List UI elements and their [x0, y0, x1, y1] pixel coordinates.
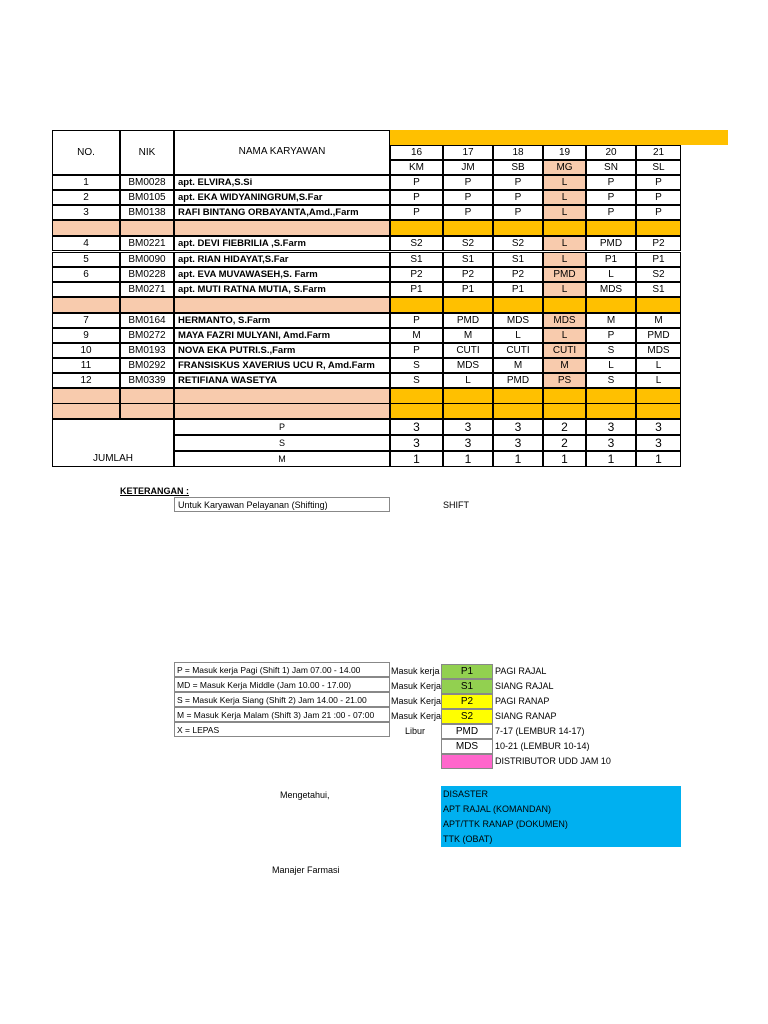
row-no: 9 — [52, 328, 120, 343]
legend-item: P = Masuk kerja Pagi (Shift 1) Jam 07.00 - 14.00 — [174, 662, 390, 677]
row-no: 3 — [52, 205, 120, 220]
row-nama: FRANSISKUS XAVERIUS UCU R, Amd.Farm — [174, 358, 390, 373]
row-shift: P2 — [443, 267, 493, 282]
separator-row — [120, 220, 174, 236]
row-nama: apt. EVA MUVAWASEH,S. Farm — [174, 267, 390, 282]
separator-row — [586, 220, 636, 236]
header-no: NO. — [52, 130, 120, 175]
separator-row — [443, 403, 493, 419]
jumlah-value: 1 — [586, 451, 636, 467]
code-box: MDS — [441, 739, 493, 754]
row-shift: CUTI — [493, 343, 543, 358]
row-shift: P — [493, 190, 543, 205]
jumlah-value: 3 — [586, 419, 636, 435]
row-nik: BM0138 — [120, 205, 174, 220]
jumlah-value: 3 — [390, 435, 443, 451]
row-nik: BM0292 — [120, 358, 174, 373]
jumlah-value: 2 — [543, 435, 586, 451]
row-nama: apt. RIAN HIDAYAT,S.Far — [174, 252, 390, 267]
code-box: P1 — [441, 664, 493, 679]
row-shift: L — [636, 373, 681, 388]
row-shift: PMD — [543, 267, 586, 282]
separator-row — [174, 220, 390, 236]
separator-row — [390, 297, 443, 313]
code-label: Masuk kerja — [391, 666, 440, 676]
header-date: 18 — [493, 145, 543, 160]
code-label: Masuk Kerja — [391, 711, 442, 721]
row-shift: L — [586, 358, 636, 373]
separator-row — [543, 220, 586, 236]
row-nama: apt. DEVI FIEBRILIA ,S.Farm — [174, 236, 390, 251]
header-date: 16 — [390, 145, 443, 160]
row-shift: L — [543, 190, 586, 205]
row-shift: S — [390, 358, 443, 373]
row-no: 6 — [52, 267, 120, 282]
row-shift: MDS — [543, 313, 586, 328]
row-nik: BM0028 — [120, 175, 174, 190]
separator-row — [390, 388, 443, 404]
row-shift: PMD — [636, 328, 681, 343]
header-day: SL — [636, 160, 681, 175]
header-highlight-strip — [390, 130, 728, 145]
row-shift: S2 — [390, 236, 443, 251]
row-no: 7 — [52, 313, 120, 328]
header-day: SN — [586, 160, 636, 175]
code-label: Masuk Kerja — [391, 696, 442, 706]
row-nama: RETIFIANA WASETYA — [174, 373, 390, 388]
row-shift: P1 — [636, 252, 681, 267]
row-no: 1 — [52, 175, 120, 190]
separator-row — [443, 220, 493, 236]
row-nama: apt. EKA WIDYANINGRUM,S.Far — [174, 190, 390, 205]
jumlah-value: 3 — [586, 435, 636, 451]
row-shift: P2 — [636, 236, 681, 251]
row-shift: MDS — [443, 358, 493, 373]
row-shift: PMD — [493, 373, 543, 388]
row-shift: S1 — [636, 282, 681, 297]
keterangan-box: Untuk Karyawan Pelayanan (Shifting) — [174, 497, 390, 512]
row-nik: BM0105 — [120, 190, 174, 205]
row-nik: BM0193 — [120, 343, 174, 358]
header-day: KM — [390, 160, 443, 175]
row-shift: PMD — [443, 313, 493, 328]
code-label — [391, 741, 446, 753]
keterangan-title: KETERANGAN : — [120, 486, 189, 496]
row-nama: HERMANTO, S.Farm — [174, 313, 390, 328]
row-shift: M — [390, 328, 443, 343]
row-nama: apt. MUTI RATNA MUTIA, S.Farm — [174, 282, 390, 297]
row-shift: L — [543, 252, 586, 267]
separator-row — [636, 220, 681, 236]
row-nik: BM0271 — [120, 282, 174, 297]
row-shift: M — [586, 313, 636, 328]
jumlah-value: 3 — [493, 419, 543, 435]
row-shift: P — [493, 175, 543, 190]
row-shift: P1 — [443, 282, 493, 297]
row-nama: apt. ELVIRA,S.Si — [174, 175, 390, 190]
header-nik: NIK — [120, 130, 174, 175]
separator-row — [390, 220, 443, 236]
row-shift: M — [543, 358, 586, 373]
row-shift: MDS — [493, 313, 543, 328]
code-desc: PAGI RANAP — [495, 696, 550, 706]
separator-row — [493, 297, 543, 313]
code-box: P2 — [441, 694, 493, 709]
jumlah-value: 3 — [636, 419, 681, 435]
separator-row — [543, 297, 586, 313]
row-no: 11 — [52, 358, 120, 373]
row-shift: S — [586, 373, 636, 388]
row-shift: P — [636, 175, 681, 190]
row-no: 2 — [52, 190, 120, 205]
row-shift: L — [543, 236, 586, 251]
row-shift: P — [586, 175, 636, 190]
jumlah-key: M — [174, 451, 390, 467]
separator-row — [586, 403, 636, 419]
row-nik: BM0164 — [120, 313, 174, 328]
separator-row — [493, 388, 543, 404]
mengetahui-label: Mengetahui, — [280, 790, 330, 800]
blue-info-line: DISASTER — [443, 789, 489, 799]
header-date: 17 — [443, 145, 493, 160]
code-box: S2 — [441, 709, 493, 724]
row-shift: S — [390, 373, 443, 388]
row-nik: BM0339 — [120, 373, 174, 388]
code-desc: SIANG RANAP — [495, 711, 557, 721]
row-nama: NOVA EKA PUTRI.S.,Farm — [174, 343, 390, 358]
separator-row — [52, 403, 120, 419]
separator-row — [174, 388, 390, 404]
row-shift: M — [636, 313, 681, 328]
header-date: 19 — [543, 145, 586, 160]
separator-row — [443, 388, 493, 404]
separator-row — [543, 403, 586, 419]
row-shift: S1 — [493, 252, 543, 267]
separator-row — [52, 220, 120, 236]
row-shift: P2 — [493, 267, 543, 282]
header-day: SB — [493, 160, 543, 175]
row-shift: L — [543, 328, 586, 343]
row-no — [52, 282, 120, 297]
code-desc: DISTRIBUTOR UDD JAM 10 — [495, 756, 611, 766]
row-nik: BM0221 — [120, 236, 174, 251]
row-shift: P1 — [586, 252, 636, 267]
separator-row — [543, 388, 586, 404]
header-date: 20 — [586, 145, 636, 160]
code-box: S1 — [441, 679, 493, 694]
code-label — [391, 756, 446, 768]
row-no: 10 — [52, 343, 120, 358]
row-no: 12 — [52, 373, 120, 388]
row-nama: MAYA FAZRI MULYANI, Amd.Farm — [174, 328, 390, 343]
jumlah-value: 3 — [390, 419, 443, 435]
separator-row — [636, 388, 681, 404]
code-label: Libur — [405, 726, 426, 736]
separator-row — [443, 297, 493, 313]
header-day: MG — [543, 160, 586, 175]
jumlah-value: 3 — [443, 435, 493, 451]
code-box — [441, 754, 493, 769]
blue-info-line: APT/TTK RANAP (DOKUMEN) — [443, 819, 568, 829]
row-shift: P — [586, 190, 636, 205]
code-desc: SIANG RAJAL — [495, 681, 554, 691]
separator-row — [493, 403, 543, 419]
jumlah-value: 1 — [390, 451, 443, 467]
row-shift: P1 — [493, 282, 543, 297]
row-shift: PMD — [586, 236, 636, 251]
row-shift: L — [443, 373, 493, 388]
header-nama: NAMA KARYAWAN — [174, 130, 390, 175]
jumlah-value: 1 — [543, 451, 586, 467]
row-nik: BM0272 — [120, 328, 174, 343]
jumlah-value: 1 — [443, 451, 493, 467]
jumlah-value: 1 — [636, 451, 681, 467]
row-shift: P — [636, 205, 681, 220]
row-shift: L — [493, 328, 543, 343]
row-nik: BM0090 — [120, 252, 174, 267]
separator-row — [636, 403, 681, 419]
separator-row — [52, 388, 120, 404]
separator-row — [390, 403, 443, 419]
row-shift: P — [586, 205, 636, 220]
row-shift: MDS — [586, 282, 636, 297]
code-label: Masuk Kerja — [391, 681, 442, 691]
jumlah-key: P — [174, 419, 390, 435]
code-desc: 7-17 (LEMBUR 14-17) — [495, 726, 585, 736]
blue-info-line: APT RAJAL (KOMANDAN) — [443, 804, 552, 814]
row-shift: P — [636, 190, 681, 205]
jumlah-value: 3 — [443, 419, 493, 435]
jumlah-value: 1 — [493, 451, 543, 467]
row-shift: L — [543, 205, 586, 220]
row-no: 5 — [52, 252, 120, 267]
header-day: JM — [443, 160, 493, 175]
separator-row — [52, 297, 120, 313]
manajer-label: Manajer Farmasi — [272, 865, 340, 875]
row-shift: P2 — [390, 267, 443, 282]
row-shift: S2 — [493, 236, 543, 251]
row-shift: S1 — [390, 252, 443, 267]
row-no: 4 — [52, 236, 120, 251]
row-shift: PS — [543, 373, 586, 388]
blue-info-line: TTK (OBAT) — [443, 834, 493, 844]
separator-row — [174, 297, 390, 313]
row-nama: RAFI BINTANG ORBAYANTA,Amd.,Farm — [174, 205, 390, 220]
row-shift: P — [390, 190, 443, 205]
legend-item: M = Masuk Kerja Malam (Shift 3) Jam 21 :00 - 07:00 — [174, 707, 390, 722]
row-shift: MDS — [636, 343, 681, 358]
code-desc: 10-21 (LEMBUR 10-14) — [495, 741, 590, 751]
row-shift: L — [586, 267, 636, 282]
code-desc: PAGI RAJAL — [495, 666, 547, 676]
row-shift: CUTI — [543, 343, 586, 358]
legend-item: MD = Masuk Kerja Middle (Jam 10.00 - 17.00) — [174, 677, 390, 692]
separator-row — [586, 388, 636, 404]
separator-row — [120, 388, 174, 404]
separator-row — [120, 297, 174, 313]
jumlah-value: 3 — [636, 435, 681, 451]
row-shift: CUTI — [443, 343, 493, 358]
row-shift: S2 — [636, 267, 681, 282]
jumlah-key: S — [174, 435, 390, 451]
row-shift: P — [390, 175, 443, 190]
row-shift: P — [390, 205, 443, 220]
separator-row — [493, 220, 543, 236]
row-shift: L — [636, 358, 681, 373]
row-shift: P — [390, 313, 443, 328]
code-box: PMD — [441, 724, 493, 739]
jumlah-value: 3 — [493, 435, 543, 451]
row-shift: M — [443, 328, 493, 343]
row-shift: P — [493, 205, 543, 220]
row-shift: P — [443, 190, 493, 205]
separator-row — [586, 297, 636, 313]
row-shift: S — [586, 343, 636, 358]
row-shift: S2 — [443, 236, 493, 251]
shift-label: SHIFT — [443, 500, 469, 510]
row-shift: P1 — [390, 282, 443, 297]
row-shift: P — [443, 175, 493, 190]
row-shift: L — [543, 175, 586, 190]
header-date: 21 — [636, 145, 681, 160]
legend-item: X = LEPAS — [174, 722, 390, 737]
row-shift: P — [390, 343, 443, 358]
jumlah-label: JUMLAH — [52, 419, 174, 467]
row-shift: P — [443, 205, 493, 220]
row-shift: M — [493, 358, 543, 373]
separator-row — [120, 403, 174, 419]
row-shift: P — [586, 328, 636, 343]
separator-row — [174, 403, 390, 419]
separator-row — [636, 297, 681, 313]
jumlah-value: 2 — [543, 419, 586, 435]
row-shift: S1 — [443, 252, 493, 267]
row-nik: BM0228 — [120, 267, 174, 282]
row-shift: L — [543, 282, 586, 297]
legend-item: S = Masuk Kerja Siang (Shift 2) Jam 14.00 - 21.00 — [174, 692, 390, 707]
